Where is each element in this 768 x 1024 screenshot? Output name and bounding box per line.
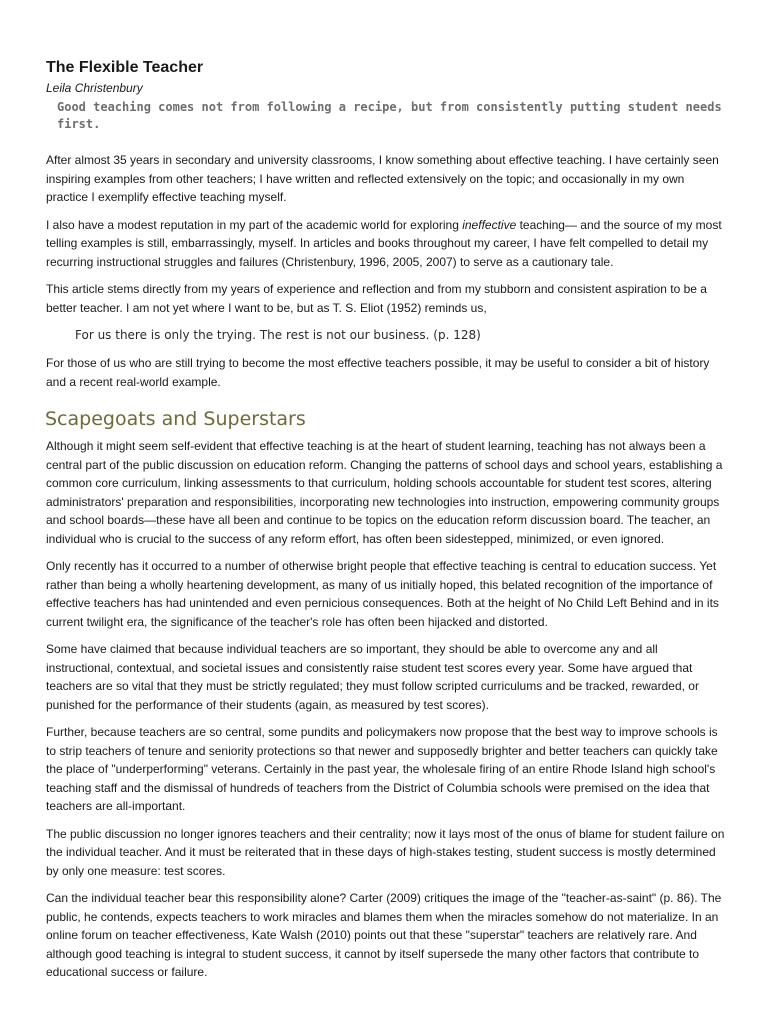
section-heading: Scapegoats and Superstars [45, 408, 306, 430]
article-title: The Flexible Teacher [46, 59, 204, 76]
section-paragraph-2: Only recently has it occurred to a number of otherwise bright people that effective teaching is central to education success. Yet rather than being a wholly heartening development, as many of us initially hoped, this belated recognition of the importance of effective teachers has had unintended and even pernicious consequences. Both at the height of No Child Left Behind and in its current twilight era, the significance of the teacher's role has often been hijacked and distorted. [46, 559, 719, 629]
article-subtitle: Good teaching comes not from following a recipe, but from consistently putting student needs first. [57, 100, 722, 131]
intro-paragraph-4: For those of us who are still trying to become the most effective teachers possible, it may be useful to consider a bit of history and a recent real-world example. [46, 356, 710, 389]
emphasis-ineffective: ineffective [462, 217, 517, 232]
paragraph-text: teaching— and the source of my most telling examples is still, embarrassingly, myself. In articles and books throughout my career, I have felt compelled to detail my recurring instructional struggles and failures (Christenbury, 1996, 2005, 2007) to serve as a cautionary tale. [46, 217, 722, 269]
intro-paragraph-1: After almost 35 years in secondary and university classrooms, I know something about effective teaching. I have certainly seen inspiring examples from other teachers; I have written and reflected extensively on the topic; and occasionally in my own practice I exemplify effective teaching myself. [46, 153, 719, 204]
section-paragraph-5: The public discussion no longer ignores teachers and their centrality; now it lays most of the onus of blame for student failure on the individual teacher. And it must be reiterated that in these days of high-stakes testing, student success is mostly determined by only one measure: test scores. [46, 826, 725, 878]
eliot-quote: For us there is only the trying. The rest is not our business. (p. 128) [75, 328, 481, 342]
paragraph-text: I also have a modest reputation in my part of the academic world for exploring [46, 217, 463, 232]
intro-paragraph-3: This article stems directly from my years of experience and reflection and from my stubborn and consistent aspiration to be a better teacher. I am not yet where I want to be, but as T. S. Eliot (1952) reminds us, [46, 282, 707, 315]
intro-paragraph-2 [46, 216, 728, 272]
section-paragraph-3: Some have claimed that because individual teachers are so important, they should be able to overcome any and all instructional, contextual, and societal issues and consistently raise student test scores every year. Some have argued that teachers are so vital that they must be strictly regulated; they must follow scripted curriculums and be tracked, rewarded, or punished for the performance of their students (again, as measured by test scores). [46, 642, 699, 712]
section-paragraph-4: Further, because teachers are so central, some pundits and policymakers now propose that the best way to improve schools is to strip teachers of tenure and seniority protections so that newer and supposedly brighter and better teachers can quickly take the place of "underperforming" veterans. Certainly in the past year, the wholesale firing of an entire Rhode Island high school's teaching staff and the dismissal of hundreds of teachers from the District of Columbia schools were premised on the idea that teachers are all-important. [46, 725, 718, 813]
article-author: Leila Christenbury [46, 81, 143, 95]
section-paragraph-1: Although it might seem self-evident that effective teaching is at the heart of student learning, teaching has not always been a central part of the public discussion on education reform. Changing the patterns of school days and school years, establishing a common core curriculum, linking assessments to that curriculum, holding schools accountable for student test scores, altering administrators' preparation and responsibilities, incorporating new technologies into instruction, empowering community groups and school boards—these have all been and continue to be topics on the education reform discussion board. The teacher, an individual who is crucial to the success of any reform effort, has often been sidestepped, minimized, or even ignored. [46, 439, 723, 546]
section-paragraph-6: Can the individual teacher bear this responsibility alone? Carter (2009) critiques the image of the "teacher-as-saint" (p. 86). The public, he contends, expects teachers to work miracles and blames them when the miracles somehow do not materialize. In an online forum on teacher effectiveness, Kate Walsh (2010) points out that these "superstar" teachers are relatively rare. And although good teaching is integral to student success, it cannot by itself supersede the many other factors that contribute to educational success or failure. [46, 891, 722, 979]
